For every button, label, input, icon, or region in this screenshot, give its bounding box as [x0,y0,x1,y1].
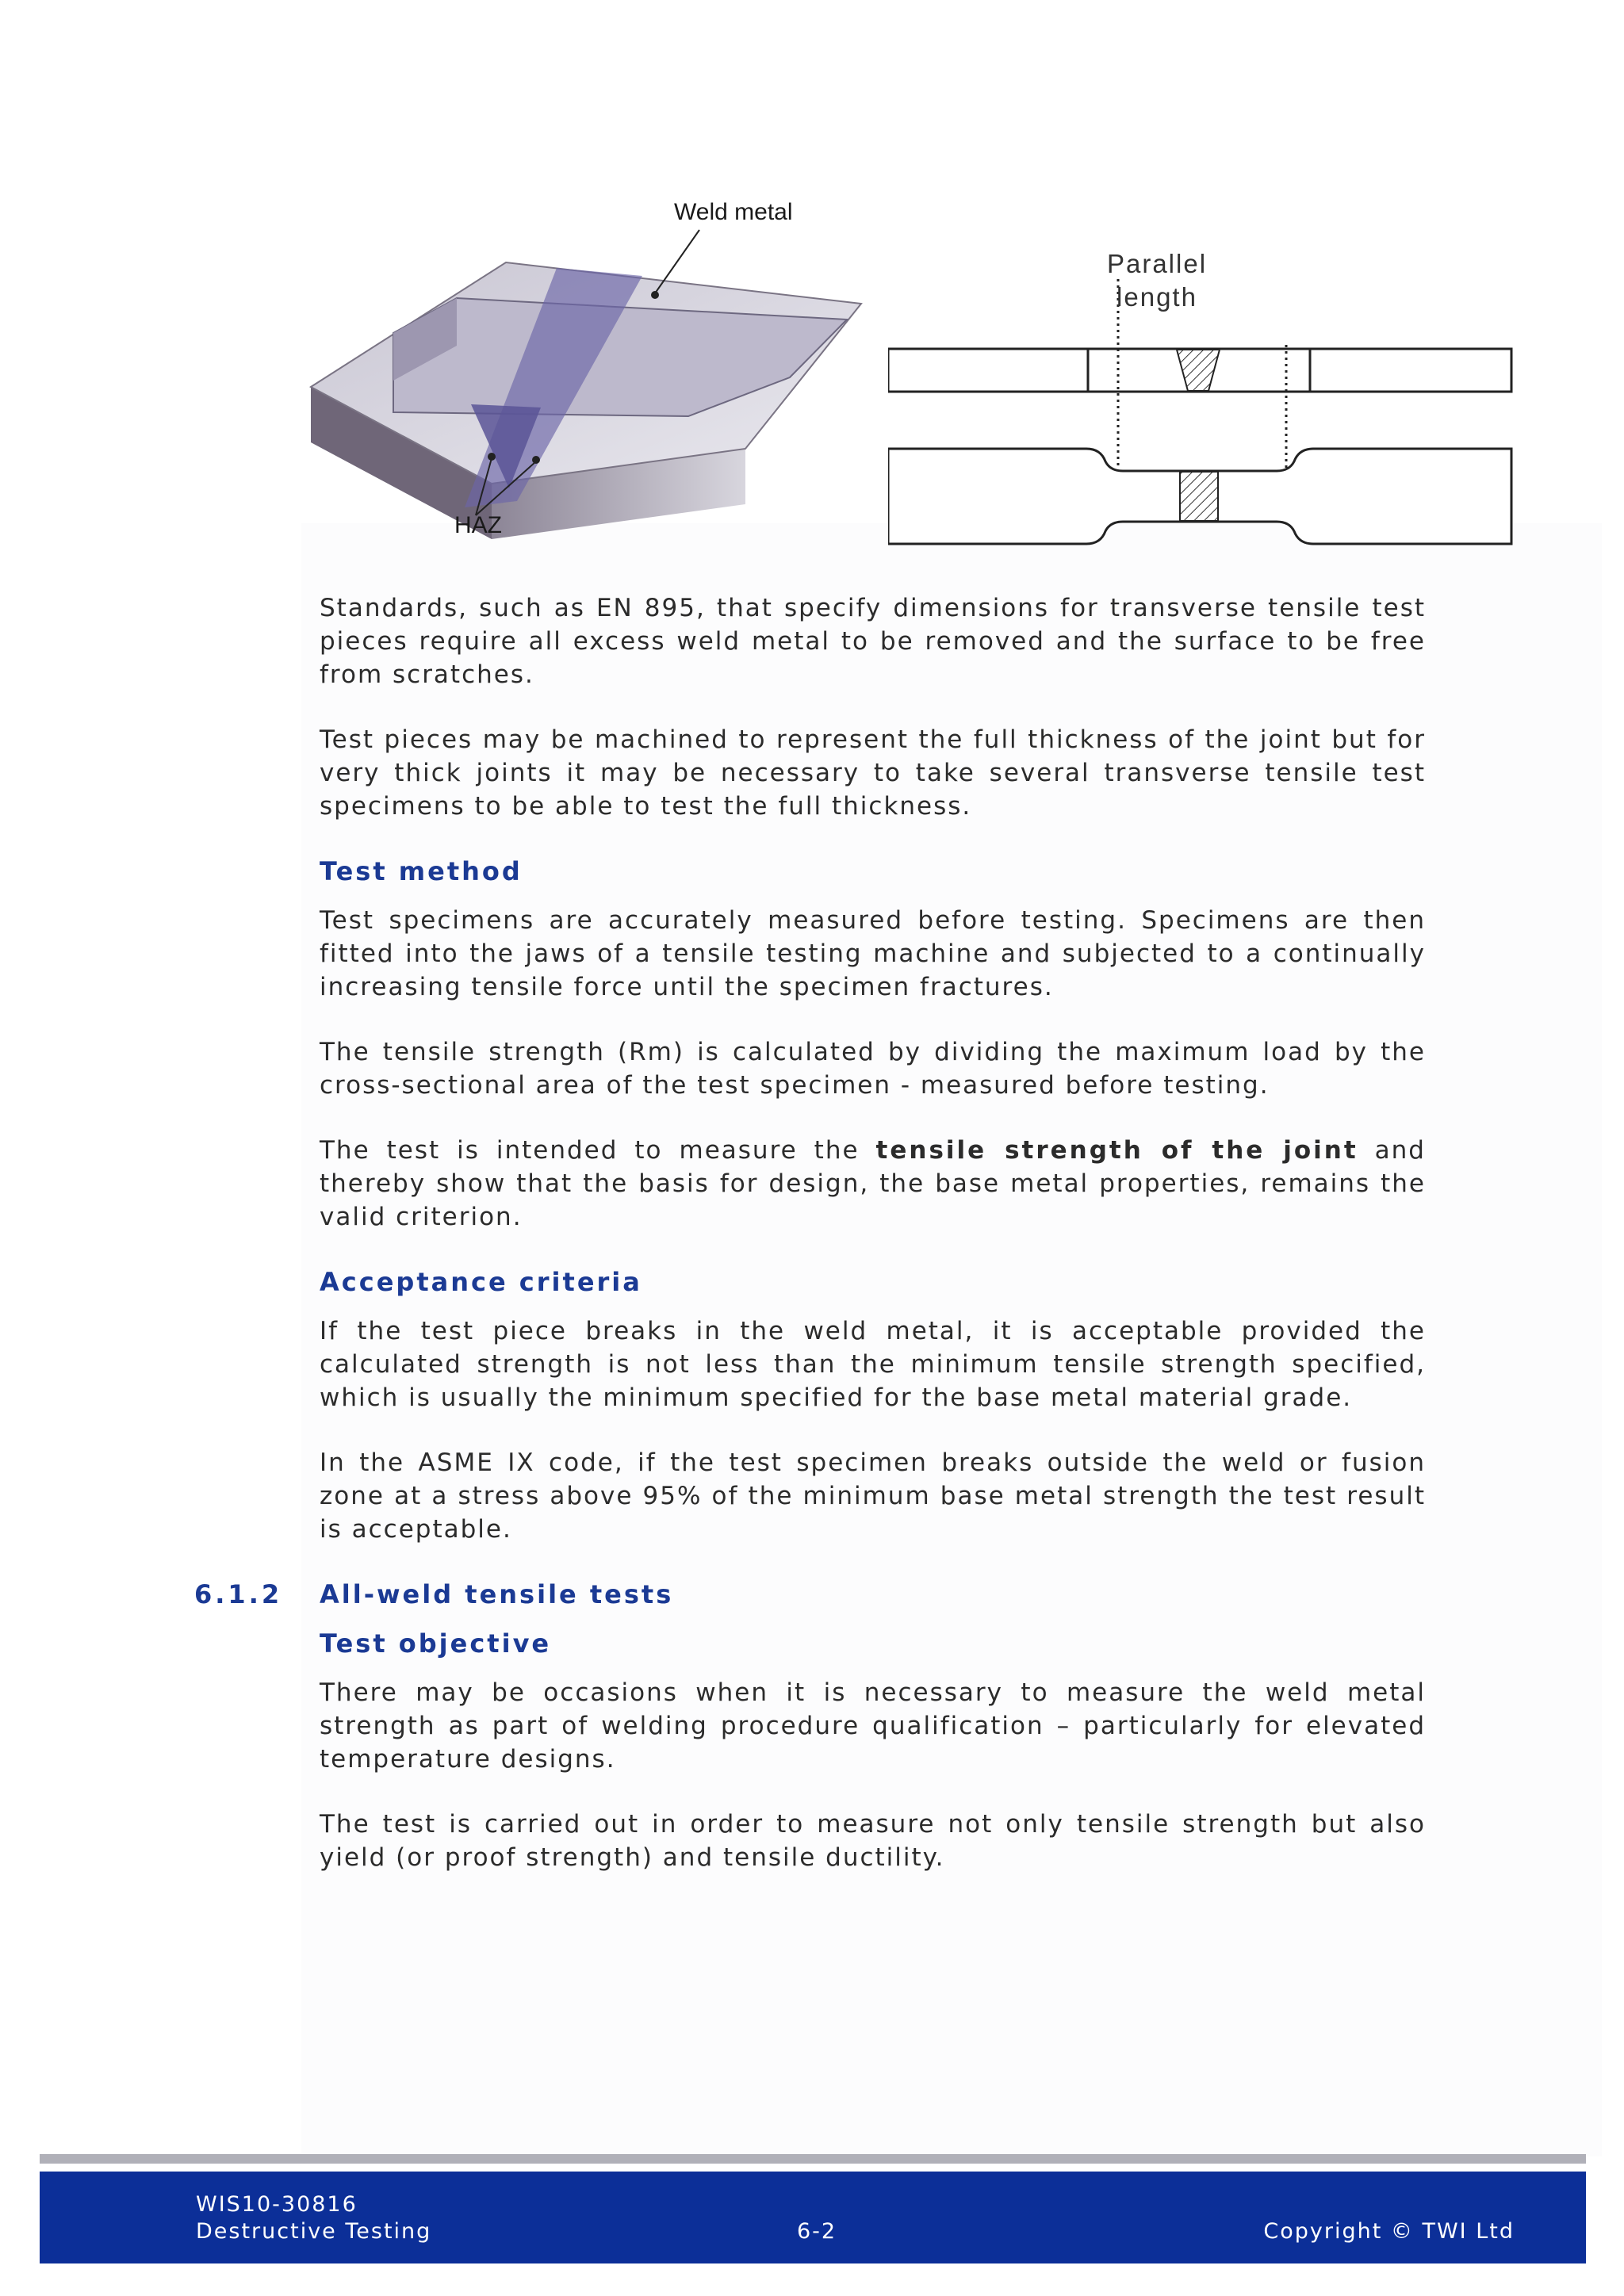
paragraph-test-method-1: Test specimens are accurately measured before testing. Specimens are then fitted into the jaws of a tensile testing machine and subjected to a continually increasing tensile force until the specimen fractures. [320,906,1426,1001]
section-6-1-2 [194,1578,1426,1611]
paragraph-objective-2: The test is carried out in order to measure not only tensile strength but also yield (or proof strength) and tensile ductility. [320,1810,1426,1872]
footer-doc-title: Destructive Testing [196,2219,432,2244]
paragraph-acceptance-2: In the ASME IX code, if the test specimen breaks outside the weld or fusion zone at a stress above 95% of the minimum base metal strength the test result is acceptable. [320,1448,1426,1544]
haz-label: HAZ [454,512,502,538]
tensile-specimen-figure [301,190,1522,555]
paragraph-acceptance-1: If the test piece breaks in the weld metal, it is acceptable provided the calculated strength is not less than the minimum tensile strength specified, which is usually the minimum specified for the base metal material grade. [320,1317,1426,1412]
paragraph-test-method-2: The tensile strength (Rm) is calculated by dividing the maximum load by the cross-sectional area of the test specimen - measured before testing. [320,1038,1426,1100]
weld-metal-label: Weld metal [674,199,793,225]
parallel-label-line1: Parallel [1106,249,1208,278]
footer-divider [40,2154,1586,2164]
section-title: All-weld tensile tests [320,1579,674,1609]
parallel-length-label [1105,247,1208,314]
heading-test-method: Test method [320,856,523,886]
emphasis-tensile-strength: tensile strength of the joint [875,1136,1358,1165]
heading-acceptance-criteria: Acceptance criteria [320,1267,642,1297]
welded-plate-illustration [301,190,872,555]
paragraph-standards: Standards, such as EN 895, that specify dimensions for transverse tensile test pieces require all excess weld metal to be removed and the surface to be free from scratches. [320,594,1426,689]
footer-page-number: 6-2 [797,2219,837,2244]
specimen-schematic [888,190,1522,555]
plan-view-weld [1180,472,1218,521]
paragraph-test-pieces: Test pieces may be machined to represent the full thickness of the joint but for very thick joints it may be necessary to take several transverse tensile test specimens to be able to test the full thickness. [320,725,1426,821]
footer-doc-code: WIS10-30816 [196,2192,358,2217]
heading-test-objective: Test objective [320,1628,552,1659]
paragraph-objective-1: There may be occasions when it is necessary to measure the weld metal strength as part of welding procedure qualification – particularly for elevated temperature designs. [320,1678,1426,1774]
paragraph-test-method-3 [320,1134,1426,1234]
paragraph-text: and thereby show that the basis for design, the base metal properties, remains the valid criterion. [320,1136,1426,1231]
page-content [194,591,1426,1906]
section-number: 6.1.2 [194,1579,283,1609]
paragraph-text: The test is intended to measure the [320,1136,876,1165]
page-footer [40,2172,1586,2263]
footer-copyright: Copyright © TWI Ltd [1263,2219,1515,2244]
parallel-label-line2: length [1116,282,1197,312]
